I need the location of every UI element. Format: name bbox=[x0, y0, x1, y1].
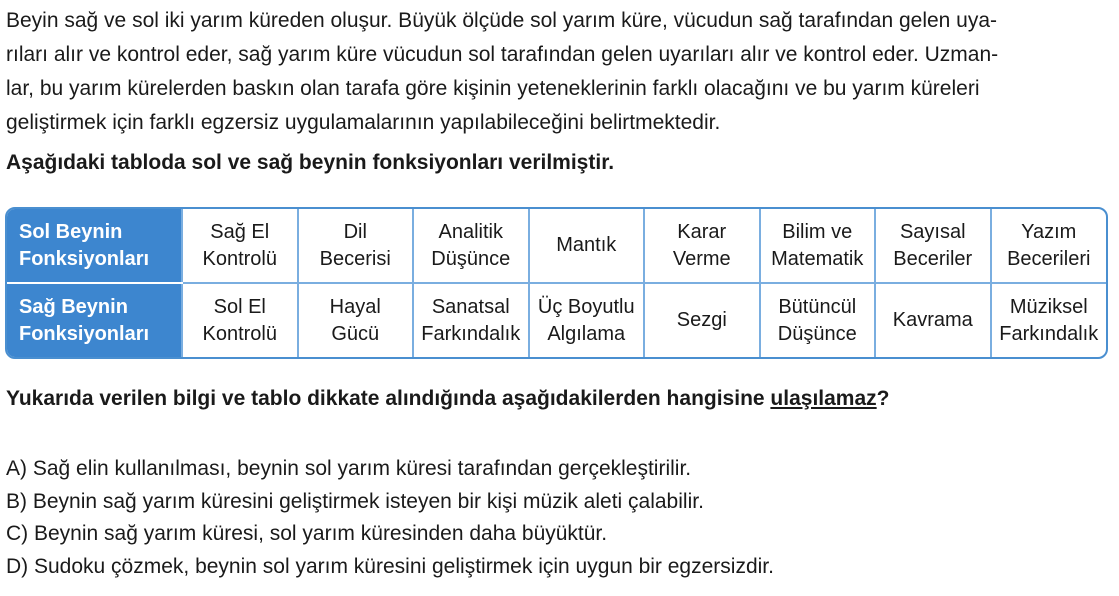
table-cell bbox=[875, 209, 991, 283]
option-d[interactable]: D) Sudoku çözmek, beynin sol yarım küresini geliştirmek için uygun bir egzersizdir. bbox=[6, 554, 774, 578]
table-cell-line: Sezgi bbox=[676, 309, 727, 331]
table-cell-line: Sol El bbox=[213, 295, 266, 318]
table-heading: Aşağıdaki tabloda sol ve sağ beynin fonksiyonları verilmiştir. bbox=[6, 151, 615, 174]
table-cell-line: Kavrama bbox=[892, 309, 973, 331]
table-cell bbox=[991, 283, 1107, 357]
table-cell-line: Gücü bbox=[331, 322, 380, 345]
table-cell-line: Bütüncül bbox=[778, 295, 857, 318]
row-header-line: Sol Beynin bbox=[19, 220, 123, 243]
table-cell-line: Karar bbox=[677, 220, 727, 243]
question-underlined-word: ulaşılamaz bbox=[770, 387, 877, 410]
table-cell-line: Verme bbox=[672, 247, 731, 270]
table-cell bbox=[529, 283, 645, 357]
table-cell-line: Müziksel bbox=[1009, 295, 1088, 318]
question-text bbox=[6, 384, 889, 414]
table-cell-line: Düşünce bbox=[431, 247, 511, 270]
table-cell-line: Sayısal bbox=[899, 220, 966, 243]
table-cell-line: Bilim ve bbox=[782, 220, 853, 243]
table-cell-line: Becerisi bbox=[319, 247, 391, 270]
table-cell-line: Düşünce bbox=[777, 322, 857, 345]
question-suffix: ? bbox=[876, 387, 890, 410]
table-cell-line: Dil bbox=[343, 220, 367, 243]
table-cell bbox=[413, 283, 529, 357]
answer-options bbox=[6, 453, 774, 583]
table-cell bbox=[182, 209, 298, 283]
table-cell-line: Mantık bbox=[556, 234, 617, 256]
table-cell-line: Matematik bbox=[771, 247, 864, 270]
table-row bbox=[7, 209, 1106, 283]
row-header-line: Fonksiyonları bbox=[19, 247, 150, 270]
row-header-line: Sağ Beynin bbox=[19, 295, 128, 318]
table-cell bbox=[529, 209, 645, 283]
paragraph-line: geliştirmek için farklı egzersiz uygulamalarının yapılabileceğini belirtmektedir. bbox=[6, 111, 721, 134]
paragraph-line: lar, bu yarım kürelerden baskın olan tarafa göre kişinin yeteneklerinin farklı olacağını ve bu yarım küreleri bbox=[6, 77, 980, 100]
table-cell-line: Farkındalık bbox=[999, 322, 1099, 345]
table-cell-line: Analitik bbox=[438, 220, 503, 243]
table-cell bbox=[760, 283, 876, 357]
table-cell-line: Hayal bbox=[329, 295, 381, 318]
brain-functions-table bbox=[5, 207, 1108, 359]
table-cell bbox=[298, 209, 414, 283]
table-cell-line: Üç Boyutlu bbox=[537, 295, 635, 318]
table-cell-line: Sanatsal bbox=[431, 295, 510, 318]
option-b[interactable]: B) Beynin sağ yarım küresini geliştirmek isteyen bir kişi müzik aleti çalabilir. bbox=[6, 489, 704, 513]
table-cell bbox=[413, 209, 529, 283]
table-cell-line: Becerileri bbox=[1007, 247, 1091, 270]
table-cell-line: Farkındalık bbox=[421, 322, 521, 345]
option-a[interactable]: A) Sağ elin kullanılması, beynin sol yarım küresi tarafından gerçekleştirilir. bbox=[6, 457, 692, 480]
paragraph-line: rıları alır ve kontrol eder, sağ yarım küre vücudun sol tarafından gelen uyarıları alır ve kontrol eder. Uzman- bbox=[6, 43, 999, 66]
table-cell-line: Beceriler bbox=[893, 247, 973, 270]
table-cell-line: Kontrolü bbox=[202, 322, 277, 345]
table-cell-line: Algılama bbox=[547, 322, 626, 345]
table-cell-line: Kontrolü bbox=[202, 247, 277, 270]
table-cell bbox=[298, 283, 414, 357]
paragraph-line: Beyin sağ ve sol iki yarım küreden oluşur. Büyük ölçüde sol yarım küre, vücudun sağ tarafından gelen uya- bbox=[6, 9, 998, 32]
table-cell bbox=[644, 209, 760, 283]
table-cell-line: Yazım bbox=[1021, 220, 1077, 243]
table-cell bbox=[991, 209, 1107, 283]
table-row bbox=[7, 283, 1106, 357]
functions-table bbox=[7, 209, 1106, 357]
table-cell bbox=[182, 283, 298, 357]
intro-paragraph bbox=[6, 4, 1112, 140]
option-c[interactable]: C) Beynin sağ yarım küresi, sol yarım küresinden daha büyüktür. bbox=[6, 522, 608, 545]
question-prefix: Yukarıda verilen bilgi ve tablo dikkate alındığında aşağıdakilerden hangisine bbox=[6, 387, 771, 410]
table-cell bbox=[760, 209, 876, 283]
row-header bbox=[7, 283, 182, 357]
row-header-line: Fonksiyonları bbox=[19, 322, 150, 345]
table-cell bbox=[875, 283, 991, 357]
row-header bbox=[7, 209, 182, 283]
table-cell-line: Sağ El bbox=[210, 220, 270, 243]
table-cell bbox=[644, 283, 760, 357]
